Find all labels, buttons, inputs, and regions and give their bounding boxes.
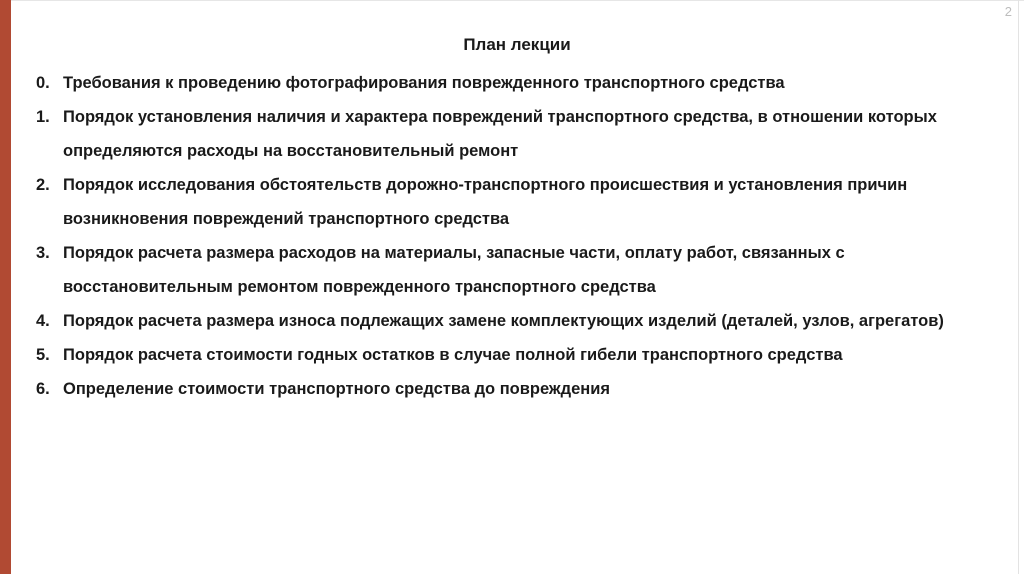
list-item	[36, 372, 986, 406]
list-item-number: 6.	[36, 380, 50, 398]
list-item-text: Порядок исследования обстоятельств дорожно-транспортного происшествия и установления причин возникновения повреждений транспортного средства	[63, 176, 908, 228]
frame-divider-top	[11, 0, 1024, 1]
list-item-text: Требования к проведению фотографирования поврежденного транспортного средства	[63, 74, 785, 92]
list-item-text: Порядок расчета стоимости годных остатков в случае полной гибели транспортного средства	[63, 346, 843, 364]
list-item	[36, 338, 986, 372]
list-item	[36, 66, 986, 100]
list-item-text: Определение стоимости транспортного средства до повреждения	[63, 380, 611, 398]
list-item-text: Порядок установления наличия и характера повреждений транспортного средства, в отношении которых определяются расходы на восстановительный ремонт	[63, 108, 937, 160]
list-item	[36, 100, 986, 168]
list-item-number: 3.	[36, 244, 50, 262]
list-item	[36, 304, 986, 338]
lecture-plan-list	[36, 66, 986, 406]
list-item-number: 1.	[36, 108, 50, 126]
accent-bar	[0, 0, 11, 574]
list-item-text: Порядок расчета размера расходов на материалы, запасные части, оплату работ, связанных с восстановительным ремонтом поврежденного транспортного средства	[63, 244, 845, 296]
list-item-number: 0.	[36, 74, 50, 92]
list-item-text: Порядок расчета размера износа подлежащих замене комплектующих изделий (деталей, узлов, агрегатов)	[63, 312, 944, 330]
list-item-number: 4.	[36, 312, 50, 330]
list-item-number: 2.	[36, 176, 50, 194]
list-item	[36, 168, 986, 236]
page-number: 2	[1004, 4, 1012, 19]
list-item	[36, 236, 986, 304]
list-item-number: 5.	[36, 346, 50, 364]
page-title: План лекции	[463, 35, 571, 54]
frame-divider-right	[1018, 0, 1019, 574]
